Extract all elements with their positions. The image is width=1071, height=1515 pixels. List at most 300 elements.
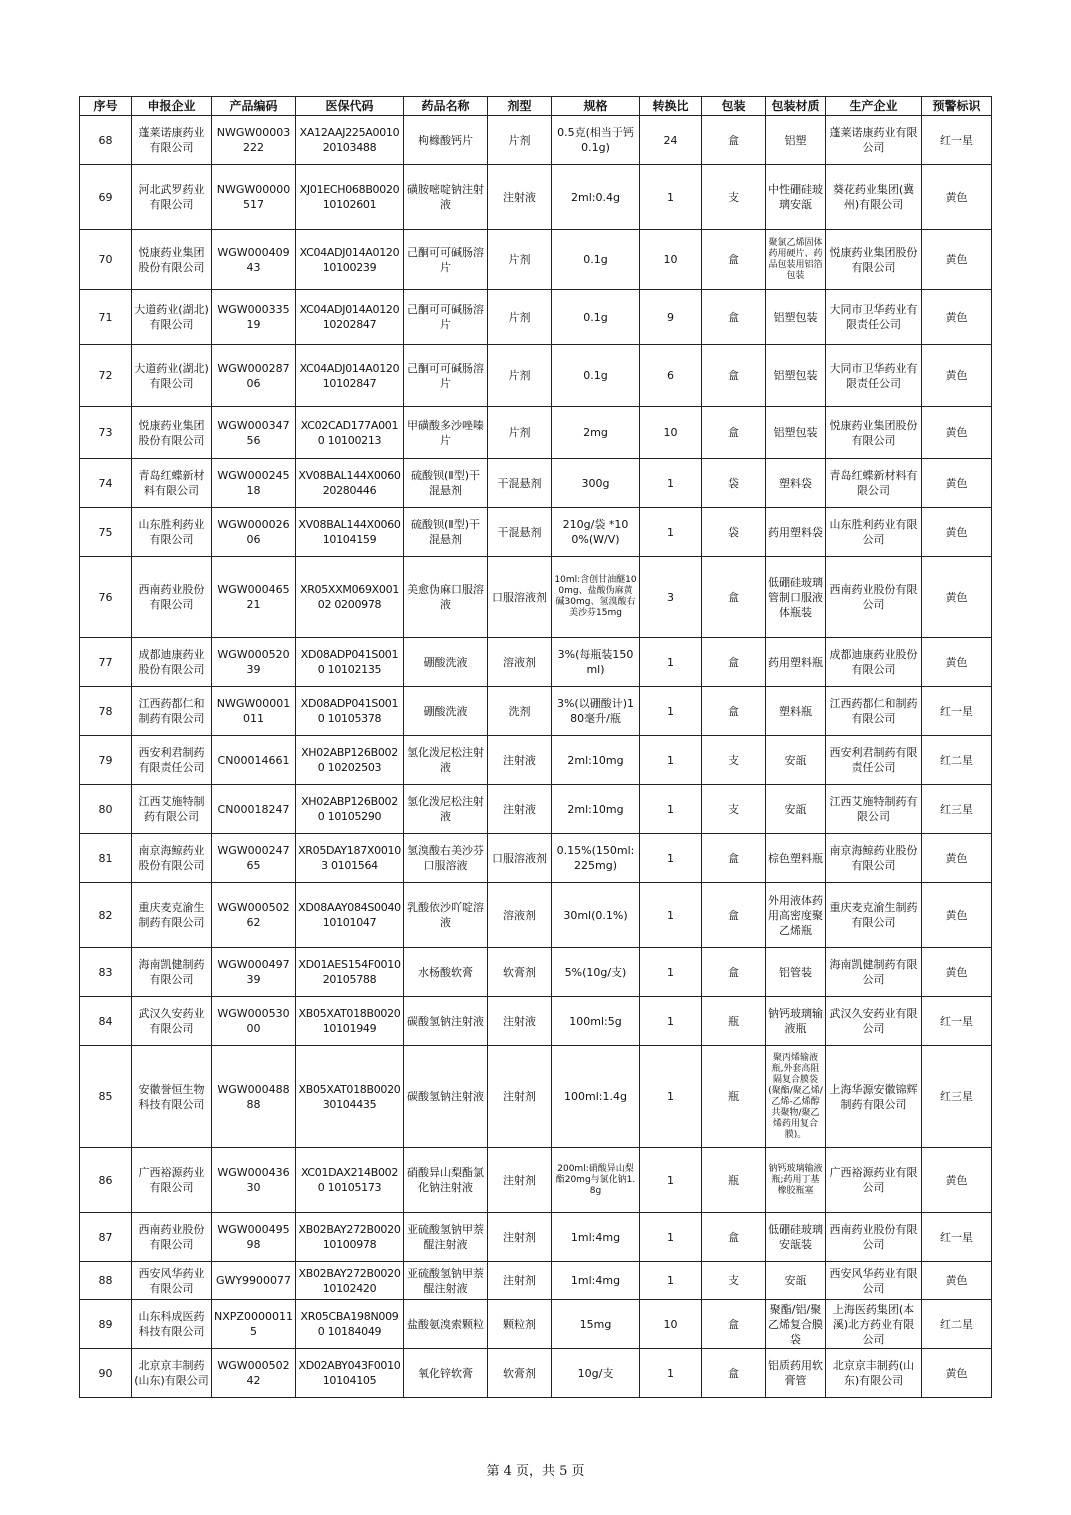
cell-warning-flag: 红三星 [922, 785, 992, 834]
cell-manufacturer: 江西艾施特制药有限公司 [826, 785, 922, 834]
cell-package-material: 中性硼硅玻璃安瓿 [766, 165, 826, 230]
cell-applicant: 青岛红蝶新材料有限公司 [132, 459, 212, 508]
cell-package: 支 [702, 1262, 766, 1300]
table-body [80, 116, 992, 1398]
cell-conversion-ratio: 1 [640, 883, 702, 948]
cell-manufacturer: 武汉久安药业有限公司 [826, 997, 922, 1046]
cell-applicant: 江西药都仁和制药有限公司 [132, 687, 212, 736]
cell-drug-name: 甲磺酸多沙唑嗪片 [404, 407, 488, 459]
cell-drug-name: 碳酸氢钠注射液 [404, 1046, 488, 1148]
cell-spec: 2ml:0.4g [552, 165, 640, 230]
cell-insurance-code: XD08AAY084S0040 10101047 [296, 883, 404, 948]
cell-seq: 89 [80, 1300, 132, 1349]
cell-manufacturer: 南京海鲸药业股份有限公司 [826, 834, 922, 883]
cell-applicant: 北京京丰制药(山东)有限公司 [132, 1349, 212, 1398]
cell-warning-flag: 黄色 [922, 508, 992, 557]
table-row [80, 1213, 992, 1262]
cell-package: 支 [702, 736, 766, 785]
cell-product-code: CN00014661 [212, 736, 296, 785]
cell-seq: 72 [80, 345, 132, 407]
cell-applicant: 西南药业股份有限公司 [132, 1213, 212, 1262]
cell-product-code: WGW00034756 [212, 407, 296, 459]
cell-drug-name: 氢化泼尼松注射液 [404, 736, 488, 785]
cell-conversion-ratio: 6 [640, 345, 702, 407]
cell-product-code: NWGW00000517 [212, 165, 296, 230]
cell-drug-name: 硝酸异山梨酯氯化钠注射液 [404, 1148, 488, 1213]
cell-package-material: 聚氯乙烯固体药用硬片、药品包装用铝箔包装 [766, 230, 826, 290]
table-row [80, 1046, 992, 1148]
cell-dosage-form: 片剂 [488, 116, 552, 165]
cell-conversion-ratio: 1 [640, 165, 702, 230]
cell-warning-flag: 黄色 [922, 290, 992, 345]
cell-dosage-form: 口服溶液剂 [488, 834, 552, 883]
cell-manufacturer: 江西药都仁和制药有限公司 [826, 687, 922, 736]
cell-spec: 200ml:硝酸异山梨酯20mg与氯化钠1.8g [552, 1148, 640, 1213]
table-row [80, 345, 992, 407]
cell-product-code: WGW00024765 [212, 834, 296, 883]
cell-product-code: GWY9900077 [212, 1262, 296, 1300]
cell-seq: 82 [80, 883, 132, 948]
cell-warning-flag: 黄色 [922, 459, 992, 508]
cell-dosage-form: 干混悬剂 [488, 508, 552, 557]
cell-manufacturer: 蓬莱诺康药业有限公司 [826, 116, 922, 165]
cell-dosage-form: 洗剂 [488, 687, 552, 736]
cell-package: 盒 [702, 230, 766, 290]
cell-dosage-form: 片剂 [488, 230, 552, 290]
cell-spec: 3%(每瓶装150ml) [552, 638, 640, 687]
cell-warning-flag: 黄色 [922, 407, 992, 459]
table-row [80, 459, 992, 508]
cell-warning-flag: 红一星 [922, 997, 992, 1046]
cell-dosage-form: 注射剂 [488, 1262, 552, 1300]
cell-spec: 2ml:10mg [552, 736, 640, 785]
cell-product-code: WGW00040943 [212, 230, 296, 290]
cell-insurance-code: XV08BAL144X0060 10104159 [296, 508, 404, 557]
cell-package-material: 塑料袋 [766, 459, 826, 508]
cell-spec: 3%(以硼酸计)180毫升/瓶 [552, 687, 640, 736]
header-seq: 序号 [80, 97, 132, 116]
cell-manufacturer: 悦康药业集团股份有限公司 [826, 230, 922, 290]
cell-product-code: WGW00002606 [212, 508, 296, 557]
cell-dosage-form: 注射液 [488, 165, 552, 230]
cell-warning-flag: 黄色 [922, 1148, 992, 1213]
cell-insurance-code: XC04ADJ014A0120 10100239 [296, 230, 404, 290]
cell-seq: 73 [80, 407, 132, 459]
cell-seq: 71 [80, 290, 132, 345]
cell-dosage-form: 溶液剂 [488, 638, 552, 687]
header-drug-name: 药品名称 [404, 97, 488, 116]
cell-package: 盒 [702, 687, 766, 736]
cell-seq: 87 [80, 1213, 132, 1262]
cell-conversion-ratio: 1 [640, 459, 702, 508]
cell-package-material: 聚丙烯输液瓶,外套高阻隔复合膜袋(聚酯/聚乙烯/乙烯-乙烯醇共聚物/聚乙烯药用复合膜)。 [766, 1046, 826, 1148]
cell-package-material: 钠钙玻璃输液瓶 [766, 997, 826, 1046]
header-warning-flag: 预警标识 [922, 97, 992, 116]
cell-dosage-form: 注射液 [488, 785, 552, 834]
cell-dosage-form: 颗粒剂 [488, 1300, 552, 1349]
cell-seq: 85 [80, 1046, 132, 1148]
cell-warning-flag: 红三星 [922, 1046, 992, 1148]
table-row [80, 230, 992, 290]
cell-package: 盒 [702, 1213, 766, 1262]
cell-package-material: 药用塑料袋 [766, 508, 826, 557]
cell-product-code: WGW00052039 [212, 638, 296, 687]
cell-package: 盒 [702, 834, 766, 883]
cell-insurance-code: XD08ADP041S0010 10102135 [296, 638, 404, 687]
cell-insurance-code: XB05XAT018B0020 30104435 [296, 1046, 404, 1148]
cell-dosage-form: 注射剂 [488, 1046, 552, 1148]
cell-dosage-form: 注射剂 [488, 1213, 552, 1262]
cell-drug-name: 己酮可可碱肠溶片 [404, 290, 488, 345]
cell-drug-name: 硼酸洗液 [404, 687, 488, 736]
cell-dosage-form: 注射剂 [488, 1148, 552, 1213]
cell-applicant: 山东胜利药业有限公司 [132, 508, 212, 557]
cell-conversion-ratio: 24 [640, 116, 702, 165]
cell-product-code: NWGW00001011 [212, 687, 296, 736]
cell-manufacturer: 西南药业股份有限公司 [826, 1213, 922, 1262]
cell-insurance-code: XA12AAJ225A0010 20103488 [296, 116, 404, 165]
cell-insurance-code: XC04ADJ014A0120 10102847 [296, 345, 404, 407]
cell-package-material: 低硼硅玻璃安瓿装 [766, 1213, 826, 1262]
cell-insurance-code: XR05CBA198N0090 10184049 [296, 1300, 404, 1349]
cell-warning-flag: 红一星 [922, 687, 992, 736]
cell-applicant: 广西裕源药业有限公司 [132, 1148, 212, 1213]
cell-warning-flag: 黄色 [922, 557, 992, 638]
cell-package-material: 塑料瓶 [766, 687, 826, 736]
cell-warning-flag: 黄色 [922, 638, 992, 687]
cell-package: 盒 [702, 345, 766, 407]
drug-warning-table [79, 96, 992, 1398]
cell-seq: 83 [80, 948, 132, 997]
cell-applicant: 西南药业股份有限公司 [132, 557, 212, 638]
cell-package: 盒 [702, 638, 766, 687]
cell-product-code: WGW00050262 [212, 883, 296, 948]
cell-applicant: 海南凯健制药有限公司 [132, 948, 212, 997]
cell-conversion-ratio: 1 [640, 948, 702, 997]
cell-product-code: WGW00049598 [212, 1213, 296, 1262]
table-row [80, 638, 992, 687]
cell-insurance-code: XB02BAY272B0020 10100978 [296, 1213, 404, 1262]
header-dosage-form: 剂型 [488, 97, 552, 116]
header-spec: 规格 [552, 97, 640, 116]
table-row [80, 290, 992, 345]
cell-manufacturer: 西安风华药业有限公司 [826, 1262, 922, 1300]
cell-conversion-ratio: 1 [640, 1148, 702, 1213]
cell-package: 袋 [702, 508, 766, 557]
cell-warning-flag: 黄色 [922, 1262, 992, 1300]
cell-insurance-code: XR05DAY187X00103 0101564 [296, 834, 404, 883]
cell-dosage-form: 片剂 [488, 407, 552, 459]
cell-seq: 80 [80, 785, 132, 834]
table-row [80, 883, 992, 948]
cell-warning-flag: 红二星 [922, 736, 992, 785]
cell-spec: 0.5克(相当于钙0.1g) [552, 116, 640, 165]
cell-spec: 100ml:5g [552, 997, 640, 1046]
cell-product-code: WGW00048888 [212, 1046, 296, 1148]
cell-drug-name: 硫酸钡(Ⅱ型)干混悬剂 [404, 459, 488, 508]
cell-applicant: 悦康药业集团股份有限公司 [132, 230, 212, 290]
table-row [80, 407, 992, 459]
cell-warning-flag: 红二星 [922, 1300, 992, 1349]
header-applicant: 申报企业 [132, 97, 212, 116]
cell-manufacturer: 上海华源安徽锦辉制药有限公司 [826, 1046, 922, 1148]
cell-spec: 2ml:10mg [552, 785, 640, 834]
cell-conversion-ratio: 1 [640, 508, 702, 557]
cell-spec: 0.1g [552, 230, 640, 290]
cell-drug-name: 乳酸依沙吖啶溶液 [404, 883, 488, 948]
cell-warning-flag: 黄色 [922, 948, 992, 997]
cell-dosage-form: 软膏剂 [488, 948, 552, 997]
cell-package: 盒 [702, 948, 766, 997]
cell-drug-name: 美愈伪麻口服溶液 [404, 557, 488, 638]
cell-package: 盒 [702, 407, 766, 459]
cell-manufacturer: 大同市卫华药业有限责任公司 [826, 290, 922, 345]
table-row [80, 736, 992, 785]
cell-spec: 10ml:含创甘油醚100mg、盐酸伪麻黄碱30mg、氢溴酸右美沙芬15mg [552, 557, 640, 638]
cell-package-material: 铝塑包装 [766, 407, 826, 459]
cell-drug-name: 己酮可可碱肠溶片 [404, 345, 488, 407]
table-row [80, 834, 992, 883]
cell-seq: 75 [80, 508, 132, 557]
cell-product-code: WGW00053000 [212, 997, 296, 1046]
cell-package-material: 铝塑 [766, 116, 826, 165]
cell-drug-name: 磺胺嘧啶钠注射液 [404, 165, 488, 230]
cell-package-material: 安瓿 [766, 1262, 826, 1300]
table-row [80, 508, 992, 557]
cell-manufacturer: 葵花药业集团(冀州)有限公司 [826, 165, 922, 230]
cell-dosage-form: 注射液 [488, 736, 552, 785]
table-row [80, 165, 992, 230]
cell-applicant: 江西艾施特制药有限公司 [132, 785, 212, 834]
cell-conversion-ratio: 1 [640, 785, 702, 834]
cell-drug-name: 盐酸氨溴索颗粒 [404, 1300, 488, 1349]
cell-conversion-ratio: 10 [640, 1300, 702, 1349]
cell-package: 盒 [702, 290, 766, 345]
cell-product-code: CN00018247 [212, 785, 296, 834]
cell-seq: 68 [80, 116, 132, 165]
cell-insurance-code: XJ01ECH068B0020 10102601 [296, 165, 404, 230]
cell-applicant: 山东科成医药科技有限公司 [132, 1300, 212, 1349]
cell-dosage-form: 片剂 [488, 290, 552, 345]
cell-package: 支 [702, 785, 766, 834]
cell-package-material: 聚酯/铝/聚乙烯复合膜袋 [766, 1300, 826, 1349]
cell-insurance-code: XC04ADJ014A0120 10202847 [296, 290, 404, 345]
cell-warning-flag: 黄色 [922, 883, 992, 948]
cell-package: 瓶 [702, 1046, 766, 1148]
cell-insurance-code: XV08BAL144X0060 20280446 [296, 459, 404, 508]
cell-seq: 81 [80, 834, 132, 883]
table-row [80, 1349, 992, 1398]
cell-package: 瓶 [702, 1148, 766, 1213]
cell-insurance-code: XC01DAX214B0020 10105173 [296, 1148, 404, 1213]
cell-product-code: WGW00046521 [212, 557, 296, 638]
cell-product-code: NXPZ00000115 [212, 1300, 296, 1349]
cell-package-material: 铝塑包装 [766, 345, 826, 407]
cell-product-code: WGW00050242 [212, 1349, 296, 1398]
cell-applicant: 西安利君制药有限责任公司 [132, 736, 212, 785]
cell-conversion-ratio: 9 [640, 290, 702, 345]
cell-spec: 5%(10g/支) [552, 948, 640, 997]
cell-product-code: WGW00024518 [212, 459, 296, 508]
cell-warning-flag: 黄色 [922, 1349, 992, 1398]
cell-conversion-ratio: 1 [640, 834, 702, 883]
cell-package-material: 铝塑包装 [766, 290, 826, 345]
cell-manufacturer: 西安利君制药有限责任公司 [826, 736, 922, 785]
cell-spec: 1ml:4mg [552, 1213, 640, 1262]
cell-spec: 10g/支 [552, 1349, 640, 1398]
cell-package-material: 铝质药用软膏管 [766, 1349, 826, 1398]
cell-seq: 77 [80, 638, 132, 687]
cell-applicant: 河北武罗药业有限公司 [132, 165, 212, 230]
cell-insurance-code: XD08ADP041S0010 10105378 [296, 687, 404, 736]
cell-package-material: 铝管装 [766, 948, 826, 997]
cell-package: 盒 [702, 883, 766, 948]
cell-seq: 84 [80, 997, 132, 1046]
table-row [80, 1262, 992, 1300]
cell-drug-name: 氧化锌软膏 [404, 1349, 488, 1398]
cell-package: 瓶 [702, 997, 766, 1046]
cell-conversion-ratio: 1 [640, 1349, 702, 1398]
cell-package-material: 安瓿 [766, 785, 826, 834]
cell-seq: 90 [80, 1349, 132, 1398]
cell-warning-flag: 红一星 [922, 116, 992, 165]
page-footer: 第 4 页，共 5 页 [486, 1464, 585, 1479]
cell-package-material: 低硼硅玻璃管制口服液体瓶装 [766, 557, 826, 638]
cell-insurance-code: XH02ABP126B0020 10202503 [296, 736, 404, 785]
cell-drug-name: 氢溴酸右美沙芬口服溶液 [404, 834, 488, 883]
cell-spec: 300g [552, 459, 640, 508]
cell-applicant: 大道药业(湖北)有限公司 [132, 290, 212, 345]
cell-conversion-ratio: 10 [640, 407, 702, 459]
cell-spec: 0.1g [552, 290, 640, 345]
cell-drug-name: 硫酸钡(Ⅱ型)干混悬剂 [404, 508, 488, 557]
table-row [80, 116, 992, 165]
table-row [80, 557, 992, 638]
cell-applicant: 大道药业(湖北)有限公司 [132, 345, 212, 407]
cell-package-material: 棕色塑料瓶 [766, 834, 826, 883]
cell-manufacturer: 大同市卫华药业有限责任公司 [826, 345, 922, 407]
cell-manufacturer: 海南凯健制药有限公司 [826, 948, 922, 997]
cell-drug-name: 水杨酸软膏 [404, 948, 488, 997]
header-product-code: 产品编码 [212, 97, 296, 116]
cell-conversion-ratio: 1 [640, 997, 702, 1046]
cell-dosage-form: 软膏剂 [488, 1349, 552, 1398]
cell-package-material: 安瓿 [766, 736, 826, 785]
cell-applicant: 重庆麦克渝生制药有限公司 [132, 883, 212, 948]
cell-insurance-code: XB02BAY272B0020 10102420 [296, 1262, 404, 1300]
cell-package: 盒 [702, 1349, 766, 1398]
cell-manufacturer: 西南药业股份有限公司 [826, 557, 922, 638]
cell-drug-name: 枸橼酸钙片 [404, 116, 488, 165]
table-row [80, 948, 992, 997]
header-insurance-code: 医保代码 [296, 97, 404, 116]
cell-manufacturer: 成都迪康药业股份有限公司 [826, 638, 922, 687]
table-row [80, 997, 992, 1046]
table-row [80, 1148, 992, 1213]
cell-seq: 86 [80, 1148, 132, 1213]
cell-insurance-code: XD01AES154F0010 20105788 [296, 948, 404, 997]
cell-package-material: 钠钙玻璃输液瓶;药用丁基橡胶瓶塞 [766, 1148, 826, 1213]
cell-drug-name: 硼酸洗液 [404, 638, 488, 687]
cell-package-material: 外用液体药用高密度聚乙烯瓶 [766, 883, 826, 948]
table-row [80, 1300, 992, 1349]
header-conversion-ratio: 转换比 [640, 97, 702, 116]
cell-spec: 30ml(0.1%) [552, 883, 640, 948]
cell-applicant: 西安风华药业有限公司 [132, 1262, 212, 1300]
cell-manufacturer: 山东胜利药业有限公司 [826, 508, 922, 557]
cell-seq: 78 [80, 687, 132, 736]
cell-spec: 0.1g [552, 345, 640, 407]
cell-package: 盒 [702, 116, 766, 165]
cell-warning-flag: 红一星 [922, 1213, 992, 1262]
cell-dosage-form: 干混悬剂 [488, 459, 552, 508]
cell-drug-name: 己酮可可碱肠溶片 [404, 230, 488, 290]
cell-drug-name: 亚硫酸氢钠甲萘醌注射液 [404, 1262, 488, 1300]
cell-package: 支 [702, 165, 766, 230]
cell-seq: 76 [80, 557, 132, 638]
cell-seq: 69 [80, 165, 132, 230]
cell-drug-name: 亚硫酸氢钠甲萘醌注射液 [404, 1213, 488, 1262]
cell-seq: 88 [80, 1262, 132, 1300]
table-row [80, 785, 992, 834]
cell-package: 盒 [702, 557, 766, 638]
cell-spec: 2mg [552, 407, 640, 459]
cell-package: 盒 [702, 1300, 766, 1349]
cell-spec: 1ml:4mg [552, 1262, 640, 1300]
cell-conversion-ratio: 3 [640, 557, 702, 638]
cell-product-code: WGW00049739 [212, 948, 296, 997]
header-package: 包装 [702, 97, 766, 116]
cell-package-material: 药用塑料瓶 [766, 638, 826, 687]
cell-spec: 15mg [552, 1300, 640, 1349]
cell-applicant: 悦康药业集团股份有限公司 [132, 407, 212, 459]
cell-drug-name: 碳酸氢钠注射液 [404, 997, 488, 1046]
cell-spec: 100ml:1.4g [552, 1046, 640, 1148]
cell-manufacturer: 上海医药集团(本溪)北方药业有限公司 [826, 1300, 922, 1349]
cell-package: 袋 [702, 459, 766, 508]
cell-conversion-ratio: 1 [640, 1213, 702, 1262]
cell-applicant: 武汉久安药业有限公司 [132, 997, 212, 1046]
cell-product-code: WGW00028706 [212, 345, 296, 407]
cell-warning-flag: 黄色 [922, 834, 992, 883]
cell-spec: 210g/袋 *100%(W/V) [552, 508, 640, 557]
cell-seq: 70 [80, 230, 132, 290]
cell-manufacturer: 重庆麦克渝生制药有限公司 [826, 883, 922, 948]
cell-manufacturer: 北京京丰制药(山东)有限公司 [826, 1349, 922, 1398]
cell-insurance-code: XH02ABP126B0020 10105290 [296, 785, 404, 834]
cell-conversion-ratio: 10 [640, 230, 702, 290]
cell-applicant: 成都迪康药业股份有限公司 [132, 638, 212, 687]
cell-warning-flag: 黄色 [922, 165, 992, 230]
cell-conversion-ratio: 1 [640, 1262, 702, 1300]
cell-seq: 74 [80, 459, 132, 508]
cell-conversion-ratio: 1 [640, 1046, 702, 1148]
cell-insurance-code: XC02CAD177A0010 10100213 [296, 407, 404, 459]
cell-dosage-form: 注射液 [488, 997, 552, 1046]
cell-manufacturer: 广西裕源药业有限公司 [826, 1148, 922, 1213]
cell-drug-name: 氢化泼尼松注射液 [404, 785, 488, 834]
cell-spec: 0.15%(150ml:225mg) [552, 834, 640, 883]
cell-dosage-form: 溶液剂 [488, 883, 552, 948]
cell-conversion-ratio: 1 [640, 638, 702, 687]
cell-applicant: 安徽誉恒生物科技有限公司 [132, 1046, 212, 1148]
cell-insurance-code: XD02ABY043F0010 10104105 [296, 1349, 404, 1398]
cell-product-code: WGW00033519 [212, 290, 296, 345]
cell-product-code: NWGW00003222 [212, 116, 296, 165]
header-package-material: 包装材质 [766, 97, 826, 116]
cell-warning-flag: 黄色 [922, 230, 992, 290]
cell-insurance-code: XB05XAT018B0020 10101949 [296, 997, 404, 1046]
